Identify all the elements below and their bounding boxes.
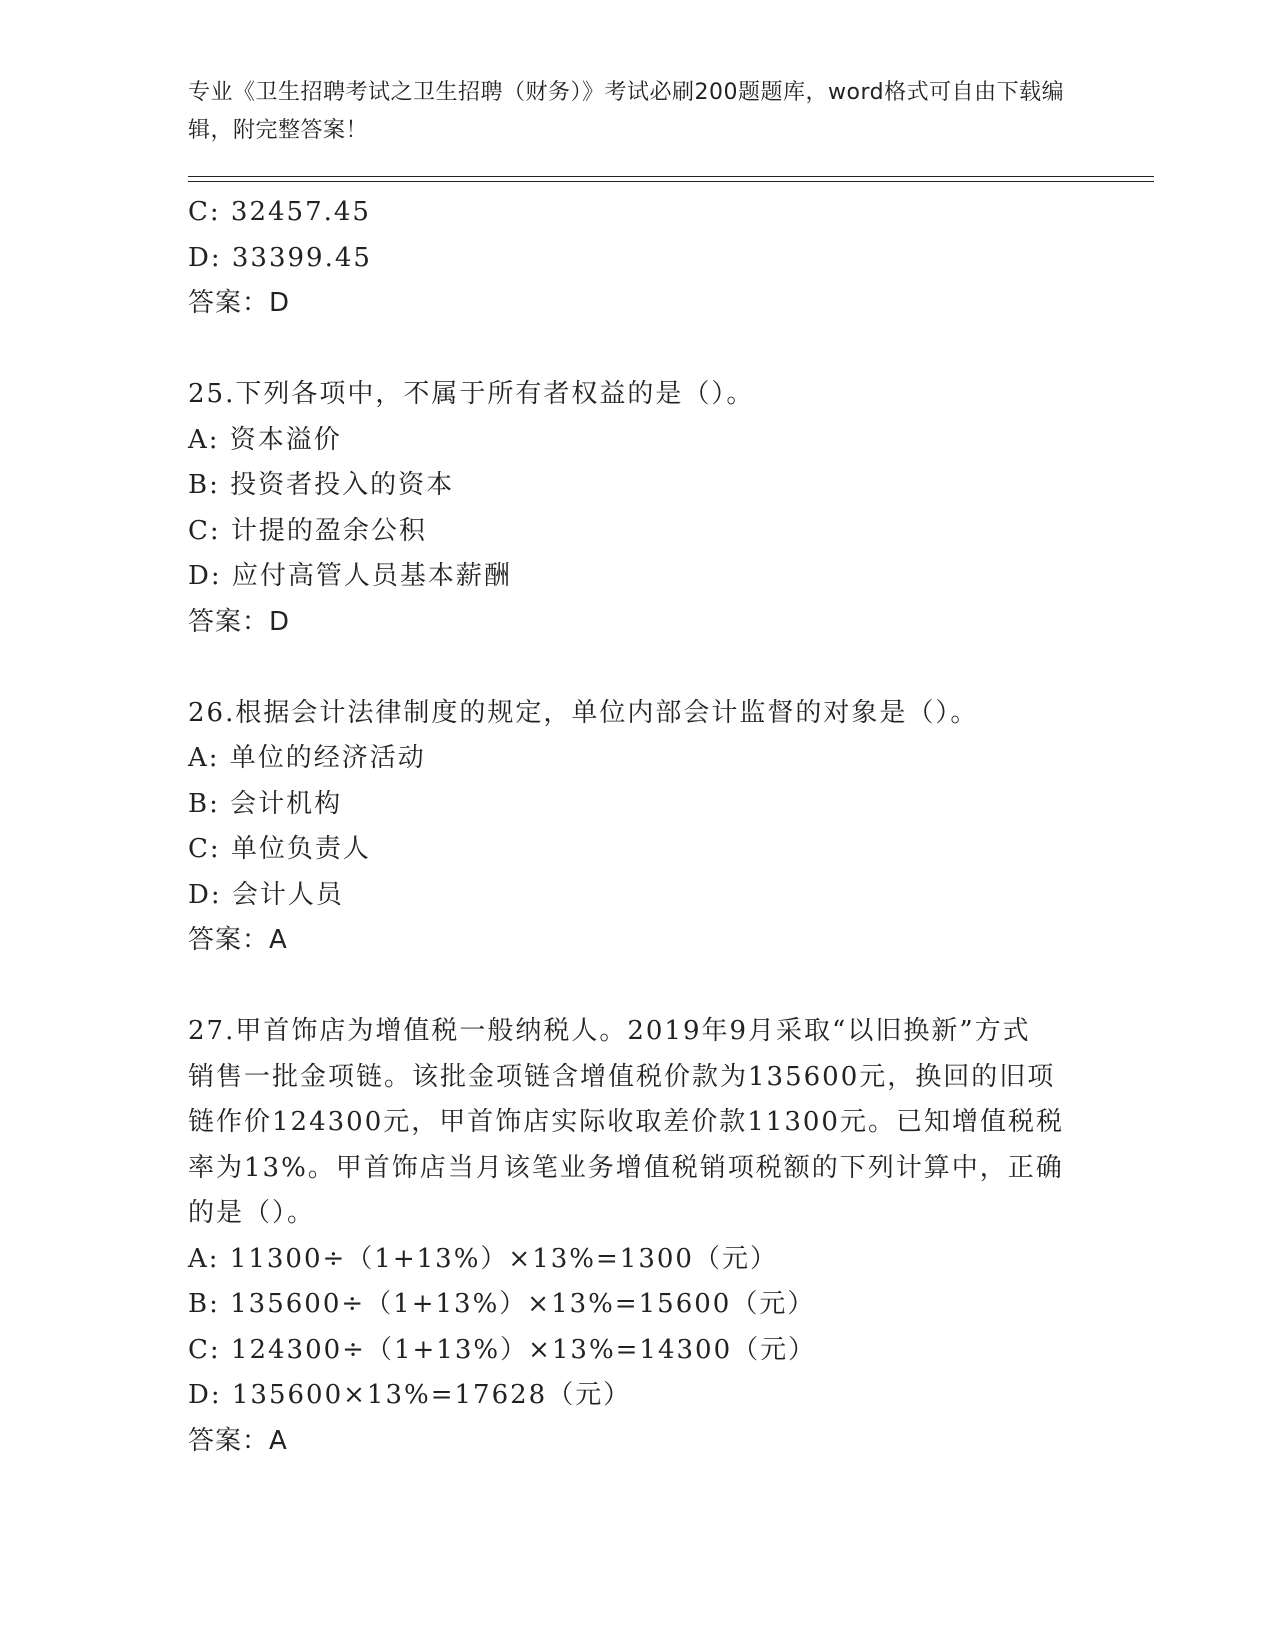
option-c: C: 32457.45 [188,197,371,227]
document-header: 专业《卫生招聘考试之卫生招聘（财务）》考试必刷200题题库，word格式可自由下载编辑，附完整答案！ [188,80,1065,143]
option-b: B: 会计机构 [188,788,343,819]
option-c: C: 计提的盈余公积 [188,515,427,546]
option-a: A: 资本溢价 [188,424,342,455]
question-stem-line: 27.甲首饰店为增值税一般纳税人。2019年9月采取“以旧换新”方式 [188,1016,1031,1046]
answer: 答案：D [188,606,291,637]
option-d: D: 135600×13%=17628（元） [188,1380,632,1410]
option-d: D: 应付高管人员基本薪酬 [188,561,512,591]
question-stem: 25.下列各项中，不属于所有者权益的是（）。 [188,379,755,409]
option-d: D: 33399.45 [188,242,372,273]
header-rule-top [188,176,1154,177]
previous-question-tail [188,190,1088,327]
answer: 答案：A [188,925,288,955]
question-stem-line: 的是（）。 [188,1198,316,1228]
option-d: D: 会计人员 [188,879,344,910]
question-26 [188,691,1088,964]
option-b: B: 投资者投入的资本 [188,470,455,500]
question-stem-line: 链作价124300元，甲首饰店实际收取差价款11300元。已知增值税税 [188,1107,1064,1137]
option-a: A: 单位的经济活动 [188,743,426,773]
question-27 [188,1009,1088,1464]
option-c: C: 124300÷（1+13%）×13%=14300（元） [188,1334,817,1365]
answer: 答案：D [188,288,291,318]
answer: 答案：A [188,1425,288,1456]
question-stem-line: 率为13%。甲首饰店当月该笔业务增值税销项税额的下列计算中，正确 [188,1152,1064,1183]
question-25 [188,372,1088,645]
question-stem: 26.根据会计法律制度的规定，单位内部会计监督的对象是（）。 [188,697,979,728]
header-rule-bottom [188,181,1154,182]
question-stem-line: 销售一批金项链。该批金项链含增值税价款为135600元，换回的旧项 [188,1061,1056,1092]
option-a: A: 11300÷（1+13%）×13%=1300（元） [188,1243,778,1274]
option-c: C: 单位负责人 [188,834,371,864]
document-body [188,190,1088,1464]
option-b: B: 135600÷（1+13%）×13%=15600（元） [188,1289,816,1319]
